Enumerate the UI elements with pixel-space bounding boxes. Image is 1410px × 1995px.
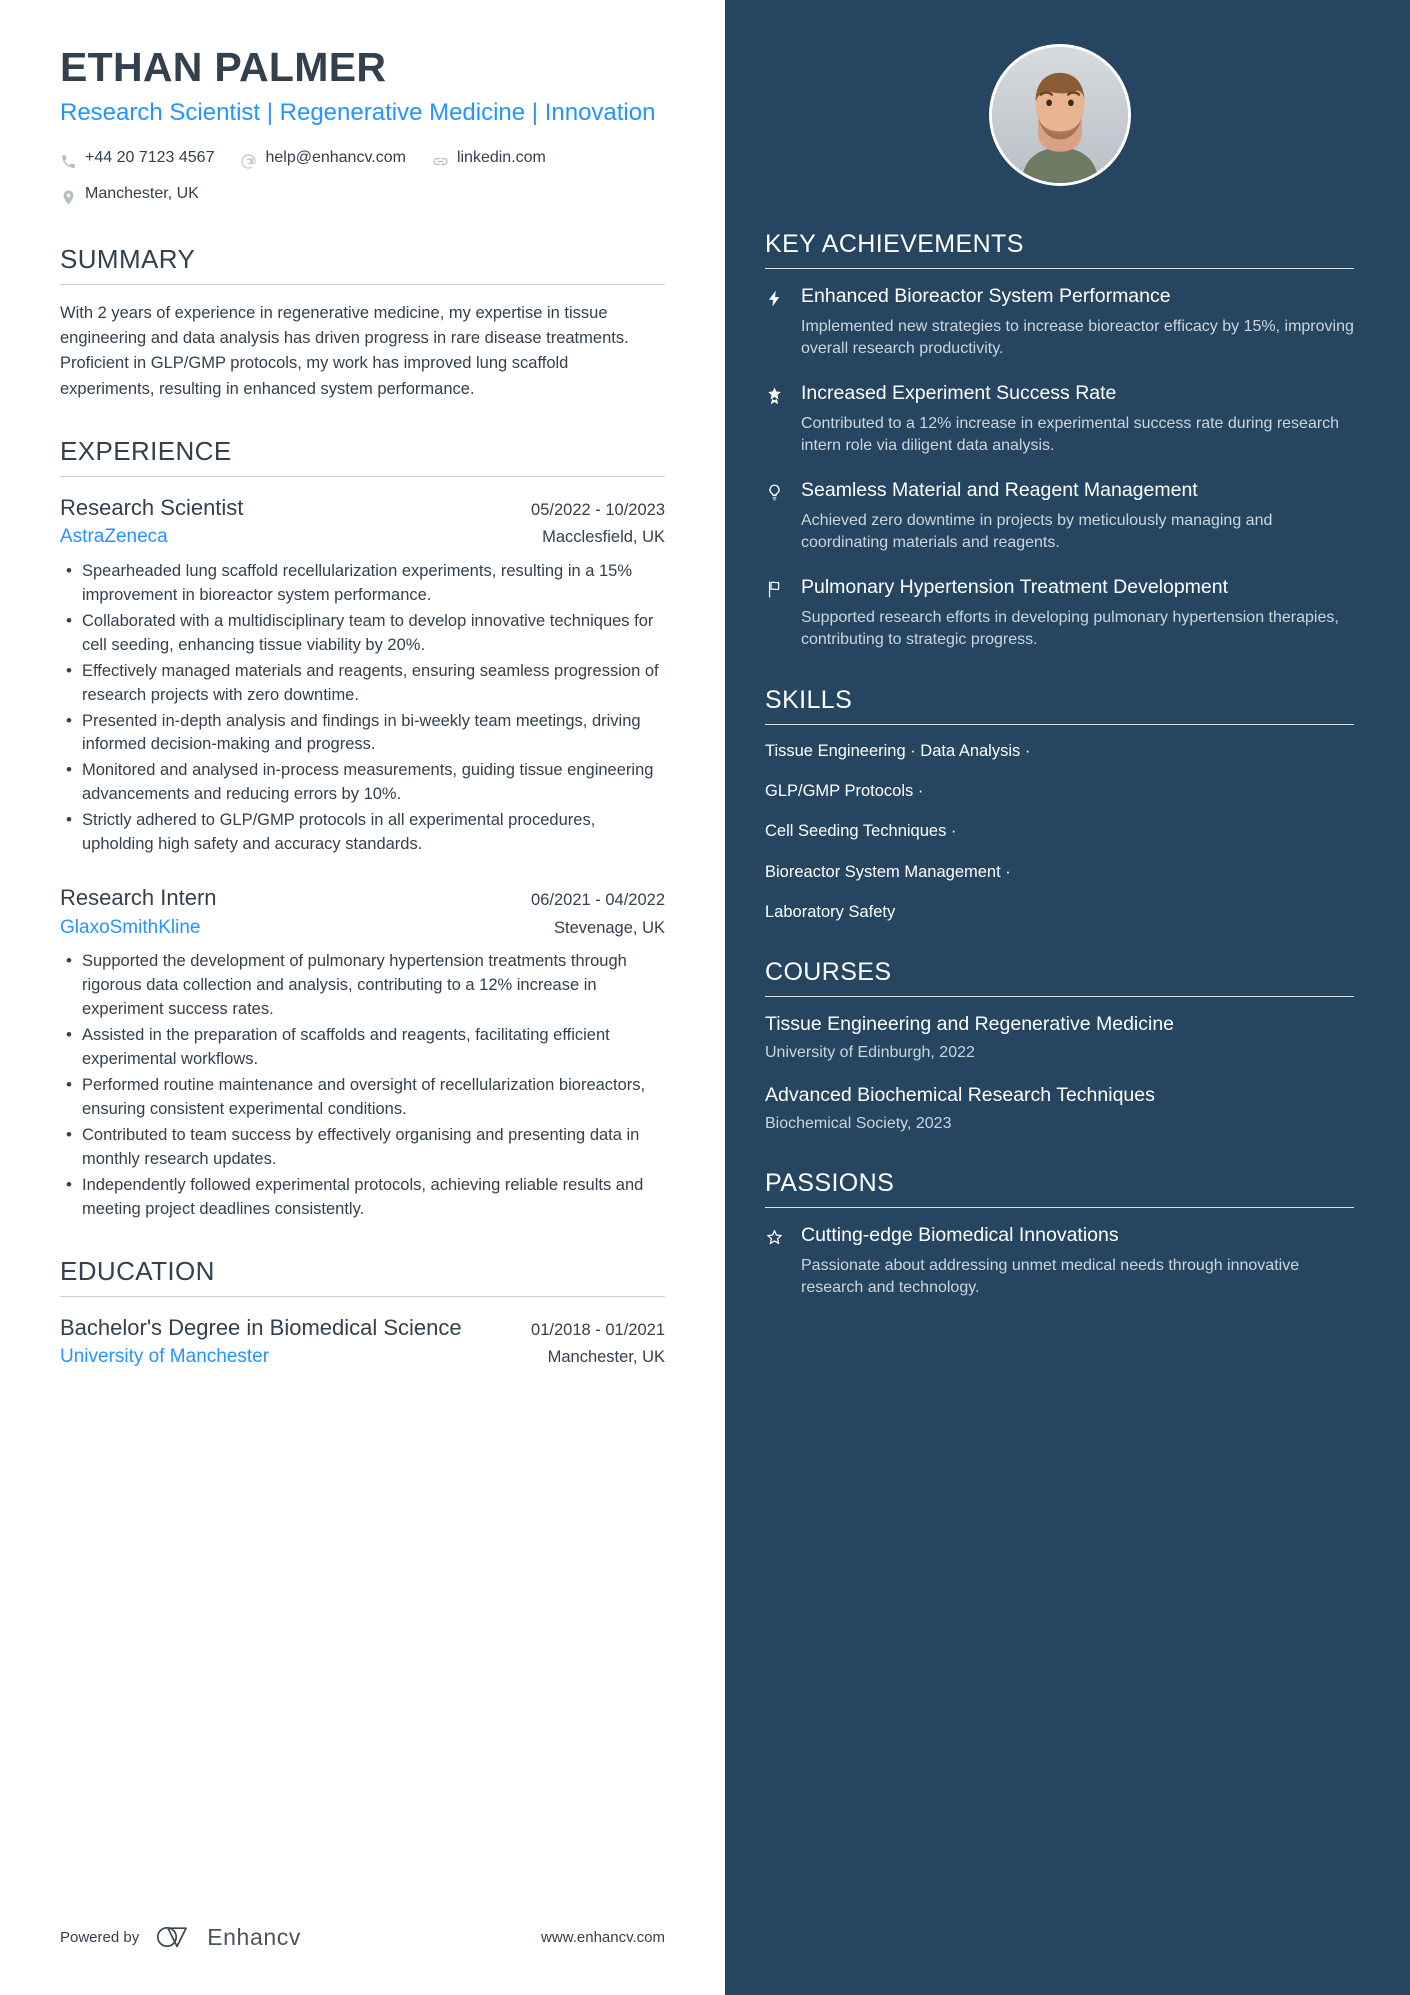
list-item: • Supported the development of pulmonary hypertension treatments through rigorous data collection and analysis, contributing to a 12% increase in experiment success rates.	[60, 950, 665, 1022]
website-url[interactable]: www.enhancv.com	[541, 1928, 665, 1946]
section-experience	[60, 436, 665, 1222]
summary-heading: SUMMARY	[60, 244, 196, 275]
achievement-title: Enhanced Bioreactor System Performance	[801, 285, 1171, 307]
avatar	[989, 44, 1131, 186]
list-item: • Assisted in the preparation of scaffolds and reagents, facilitating efficient experimental workflows.	[60, 1024, 665, 1072]
summary-divider	[60, 284, 665, 285]
courses-heading: COURSES	[765, 957, 892, 986]
course-name: Advanced Biochemical Research Techniques	[765, 1084, 1155, 1107]
achievement-title: Pulmonary Hypertension Treatment Development	[801, 576, 1229, 599]
contact-phone-value: +44 20 7123 4567	[85, 149, 215, 167]
experience-location: Macclesfield, UK	[542, 528, 665, 547]
contact-location-value: Manchester, UK	[85, 185, 199, 203]
sidebar	[725, 0, 1410, 1995]
skills-heading: SKILLS	[765, 685, 853, 714]
list-item: • Strictly adhered to GLP/GMP protocols in all experimental procedures, upholding high safety and accuracy standards.	[60, 809, 665, 857]
education-degree: Bachelor's Degree in Biomedical Science	[60, 1314, 462, 1340]
star-outline-icon	[765, 1224, 787, 1299]
achievement-title: Increased Experiment Success Rate	[801, 382, 1117, 405]
list-item: • Performed routine maintenance and oversight of recellularization bioreactors, ensuring consistent experimental conditions.	[60, 1074, 665, 1122]
candidate-name: ETHAN PALMER	[60, 44, 387, 90]
section-courses	[765, 958, 1354, 1135]
experience-dates: 06/2021 - 04/2022	[531, 891, 665, 910]
summary-text: With 2 years of experience in regenerative medicine, my expertise in tissue engineering and data analysis has driven progress in rare disease treatments. Proficient in GLP/GMP protocols, my work has improved lung scaffold experiments, resulting in enhanced system performance.	[60, 304, 629, 398]
passion-item	[765, 1224, 1354, 1299]
achievements-divider	[765, 268, 1354, 269]
enhancv-wordmark: Enhancv	[207, 1923, 301, 1950]
enhancv-mark-icon	[155, 1923, 197, 1951]
section-summary	[60, 244, 665, 401]
education-dates: 01/2018 - 01/2021	[531, 1320, 665, 1339]
contact-email[interactable]	[240, 142, 405, 174]
contact-location	[60, 178, 665, 210]
achievement-item	[765, 285, 1354, 360]
page-title	[60, 44, 665, 128]
email-icon	[240, 150, 257, 167]
achievement-title: Seamless Material and Reagent Management	[801, 479, 1198, 502]
course-name: Tissue Engineering and Regenerative Medicine	[765, 1012, 1175, 1035]
experience-divider	[60, 476, 665, 477]
contact-email-value: help@enhancv.com	[265, 149, 406, 167]
experience-role: Research Scientist	[60, 494, 244, 520]
list-item: • Effectively managed materials and reagents, ensuring seamless progression of research projects with zero downtime.	[60, 660, 665, 708]
experience-role: Research Intern	[60, 885, 217, 911]
experience-dates: 05/2022 - 10/2023	[531, 500, 665, 519]
contact-phone[interactable]	[60, 142, 214, 174]
list-item: • Spearheaded lung scaffold recellularization experiments, resulting in a 15% improvement in bioreactor system performance.	[60, 560, 665, 608]
portrait-photo	[992, 47, 1128, 183]
education-heading: EDUCATION	[60, 1255, 215, 1286]
passions-heading: PASSIONS	[765, 1168, 895, 1197]
education-entry	[60, 1313, 665, 1371]
experience-entry	[60, 883, 665, 1221]
achievement-desc: Supported research efforts in developing pulmonary hypertension therapies, contributing to strategic progress.	[801, 609, 1339, 649]
section-key-achievements	[765, 230, 1354, 652]
candidate-headline: Research Scientist | Regenerative Medicine | Innovation	[60, 99, 656, 127]
skill-item: Laboratory Safety	[765, 903, 896, 922]
list-item: • Presented in-depth analysis and findings in bi-weekly team meetings, driving informed decision-making and progress.	[60, 710, 665, 758]
list-item: • Collaborated with a multidisciplinary team to develop innovative techniques for cell seeding, enhancing tissue viability by 20%.	[60, 610, 665, 658]
link-icon	[432, 150, 449, 167]
powered-by-block	[60, 1923, 301, 1951]
contact-list	[60, 142, 665, 210]
experience-heading: EXPERIENCE	[60, 435, 232, 466]
experience-company[interactable]: GlaxoSmithKline	[60, 916, 201, 938]
passion-title: Cutting-edge Biomedical Innovations	[801, 1223, 1119, 1246]
lightbulb-icon	[765, 479, 787, 554]
achievement-desc: Achieved zero downtime in projects by meticulously managing and coordinating materials and reagents.	[801, 512, 1273, 552]
skill-item: Bioreactor System Management ·	[765, 862, 1011, 881]
experience-company[interactable]: AstraZeneca	[60, 526, 168, 548]
star-badge-icon	[765, 382, 787, 457]
course-provider: University of Edinburgh, 2022	[765, 1043, 975, 1061]
course-item	[765, 1013, 1354, 1064]
powered-by-label: Powered by	[60, 1928, 140, 1946]
contact-linkedin[interactable]	[432, 142, 546, 174]
course-item	[765, 1084, 1354, 1135]
list-item: • Contributed to team success by effectively organising and presenting data in monthly research updates.	[60, 1124, 665, 1172]
education-school[interactable]: University of Manchester	[60, 1346, 270, 1368]
experience-bullets	[60, 560, 665, 857]
list-item: • Monitored and analysed in-process measurements, guiding tissue engineering advancements and reducing errors by 10%.	[60, 759, 665, 807]
phone-icon	[60, 150, 77, 167]
section-education	[60, 1256, 665, 1371]
courses-divider	[765, 996, 1354, 997]
experience-bullets	[60, 950, 665, 1221]
skill-item: GLP/GMP Protocols ·	[765, 782, 924, 800]
skill-item: Cell Seeding Techniques ·	[765, 822, 957, 841]
location-pin-icon	[60, 186, 77, 203]
education-location: Manchester, UK	[547, 1348, 665, 1367]
contact-linkedin-value: linkedin.com	[456, 149, 546, 167]
flag-icon	[765, 576, 787, 651]
course-provider: Biochemical Society, 2023	[765, 1115, 952, 1133]
footer	[60, 1923, 665, 1951]
passions-divider	[765, 1207, 1354, 1208]
section-skills	[765, 686, 1354, 924]
achievements-heading: KEY ACHIEVEMENTS	[765, 230, 1024, 258]
skills-divider	[765, 724, 1354, 725]
passion-desc: Passionate about addressing unmet medical needs through innovative research and technology.	[801, 1256, 1300, 1296]
avatar-wrap	[765, 44, 1354, 186]
section-passions	[765, 1169, 1354, 1299]
skill-item: Tissue Engineering · Data Analysis ·	[765, 741, 1031, 760]
enhancv-logo	[155, 1923, 301, 1951]
education-divider	[60, 1296, 665, 1297]
achievement-item	[765, 576, 1354, 651]
achievement-desc: Implemented new strategies to increase bioreactor efficacy by 15%, improving overall research productivity.	[801, 317, 1354, 358]
achievement-item	[765, 382, 1354, 457]
experience-location: Stevenage, UK	[554, 918, 665, 937]
lightning-bolt-icon	[765, 285, 787, 360]
experience-entry	[60, 493, 665, 857]
achievement-item	[765, 479, 1354, 554]
achievement-desc: Contributed to a 12% increase in experimental success rate during research intern role via diligent data analysis.	[801, 415, 1340, 455]
list-item: • Independently followed experimental protocols, achieving reliable results and meeting project deadlines consistently.	[60, 1174, 665, 1222]
